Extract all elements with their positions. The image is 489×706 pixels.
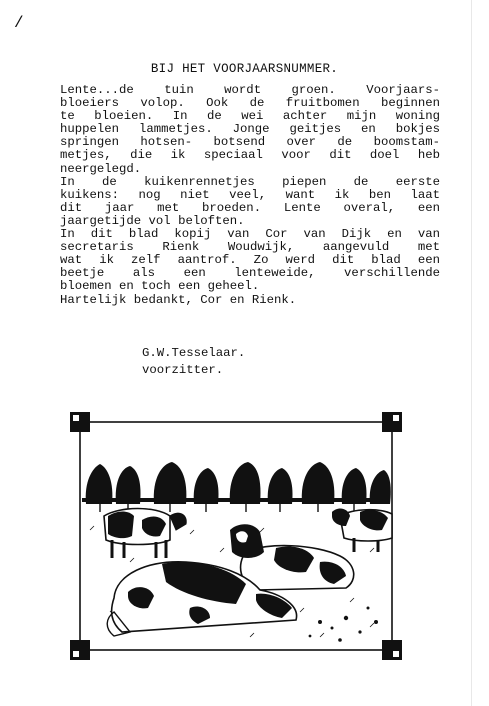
body-line: springen hotsen- botsend over de boomstam- <box>60 135 440 150</box>
page-title: BIJ HET VOORJAARSNUMMER. <box>150 62 339 76</box>
body-line: bloeiers volop. Ook de fruitbomen beginnen <box>60 96 440 111</box>
body-line: huppelen lammetjes. Jonge geitjes en bokjes <box>60 122 440 137</box>
corner-mark: / <box>14 14 24 32</box>
body-line: In de kuikenrennetjes piepen de eerste <box>60 174 440 189</box>
tree-line <box>82 462 391 504</box>
signature-role: voorzitter. <box>142 363 224 377</box>
body-line: te bloeien. In de wei achter mijn woning <box>60 109 440 124</box>
body-line: secretaris Rienk Woudwijk, aangevuld met <box>60 240 440 255</box>
body-line: Lente...de tuin wordt groen. Voorjaars- <box>60 83 440 97</box>
body-line: dit jaar met broeden. Lente overal, een <box>60 200 440 215</box>
body-line: beetje als een lenteweide, verschillende <box>60 266 440 281</box>
page-edge-line <box>471 0 472 706</box>
body-line: jaargetijde vol beloften. <box>60 213 245 228</box>
signature-name: G.W.Tesselaar. <box>142 346 246 360</box>
cow-standing-left <box>104 509 186 559</box>
cows-illustration <box>70 412 402 660</box>
body-line: wat ik zelf aantrof. Zo werd dit blad een <box>60 253 440 268</box>
body-text <box>60 84 440 307</box>
body-line: In dit blad kopij van Cor van Dijk en van <box>60 227 440 242</box>
cow-standing-right <box>332 509 392 552</box>
body-line: kuikens: nog niet veel, want ik ben laat <box>60 187 440 202</box>
body-line: neergelegd. <box>60 161 142 176</box>
body-line: metjes, die ik speciaal voor dit doel heb <box>60 148 440 163</box>
ground-marks <box>309 607 378 642</box>
signature-block <box>142 345 245 379</box>
body-line: bloemen en toch een geheel. <box>60 279 260 294</box>
body-line: Hartelijk bedankt, Cor en Rienk. <box>60 292 297 307</box>
